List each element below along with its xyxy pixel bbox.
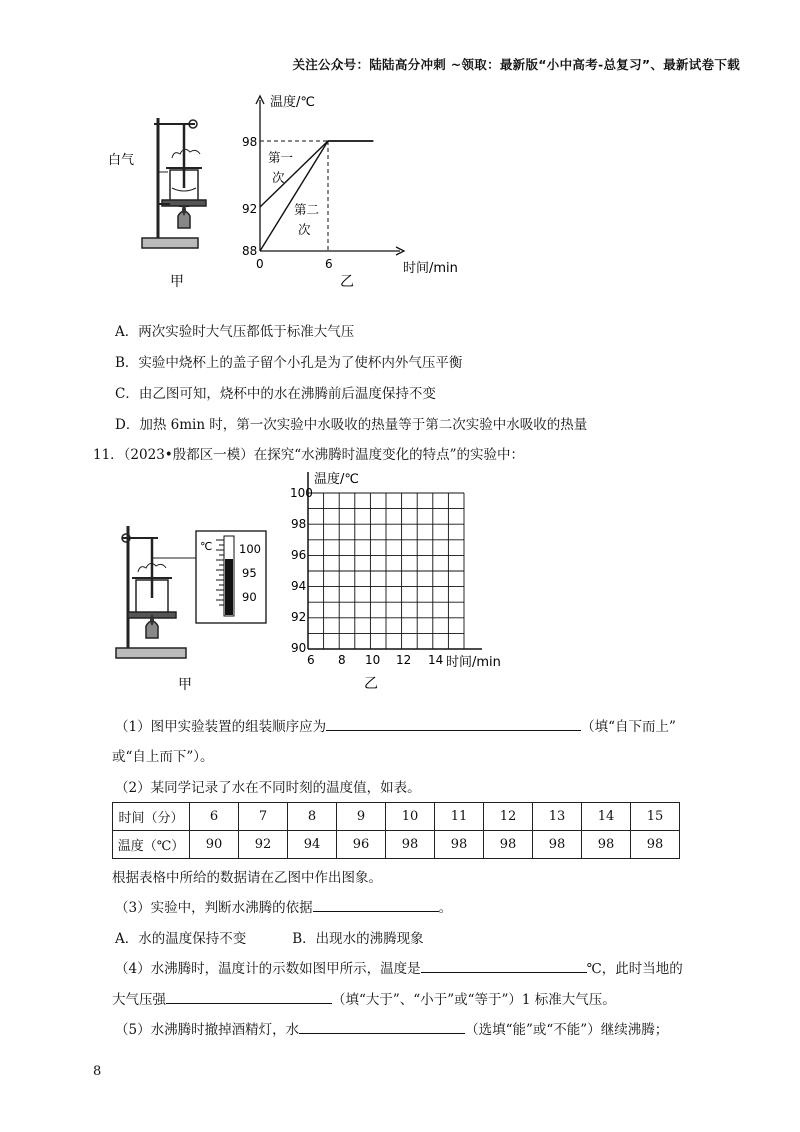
q10-option-a: A．两次实验时大气压都低于标准大气压 — [115, 324, 355, 340]
table-cell: 13 — [533, 803, 582, 831]
grid-ytick-92: 92 — [291, 610, 307, 624]
table-row — [113, 803, 680, 831]
table-cell: 9 — [337, 803, 386, 831]
table-cell: 90 — [190, 831, 239, 859]
table-row — [113, 831, 680, 859]
steam-label: 白气 — [108, 153, 135, 168]
thermometer-100: 100 — [239, 542, 261, 556]
q11-part4-text: （4）水沸腾时，温度计的示数如图甲所示，温度是 — [115, 961, 421, 977]
thermometer-unit: ℃ — [200, 540, 213, 553]
thermometer-liquid — [225, 559, 233, 615]
q11-part4-text-2: ℃，此时当地的 — [586, 961, 683, 977]
thermometer-95: 95 — [242, 566, 257, 580]
grid-xtick-12: 12 — [396, 653, 412, 667]
q11-grid-yaxis-label: 温度/℃ — [314, 472, 359, 487]
q11-figures — [108, 466, 548, 701]
q11-part1-cont: 或“自上而下”）。 — [112, 749, 214, 765]
q11-part4 — [115, 957, 683, 977]
second-trial-label: 第二 — [294, 202, 320, 217]
q11-apparatus-drawing — [116, 526, 196, 658]
q11-intro: 11．（2023•殷都区一模）在探究“水沸腾时温度变化的特点”的实验中： — [93, 447, 525, 463]
grid-ytick-98: 98 — [291, 517, 307, 531]
q10-option-b: B．实验中烧杯上的盖子留个小孔是为了使杯内外气压平衡 — [115, 355, 463, 371]
table-cell: 98 — [533, 831, 582, 859]
q11-part3-text: （3）实验中，判断水沸腾的依据 — [115, 900, 313, 916]
first-trial-label-2: 次 — [272, 170, 285, 185]
q11-part1-hint: （填“自下而上” — [581, 719, 676, 735]
q10-xaxis-label: 时间/min — [403, 261, 458, 276]
q10-ytick-92: 92 — [242, 202, 258, 216]
q11-part4-text-3: 大气压强 — [112, 992, 166, 1008]
page-header: 关注公众号：陆陆高分冲刺 ~领取：最新版“小中高考-总复习”、最新试卷下载 — [292, 57, 740, 72]
table-cell: 6 — [190, 803, 239, 831]
q10-yi-label: 乙 — [340, 274, 354, 290]
q11-part4-blank-temp[interactable] — [421, 958, 587, 973]
q11-part3-end: 。 — [438, 900, 453, 916]
page-number: 8 — [93, 1064, 102, 1079]
q10-figures — [100, 88, 500, 298]
second-trial-label-2: 次 — [298, 222, 311, 237]
grid-xtick-14: 14 — [428, 653, 444, 667]
table-cell: 10 — [386, 803, 435, 831]
table-cell: 8 — [288, 803, 337, 831]
table-header-temp: 温度（℃） — [113, 831, 190, 859]
q10-ytick-98: 98 — [242, 135, 258, 149]
table-cell: 96 — [337, 831, 386, 859]
grid-xtick-10: 10 — [365, 653, 381, 667]
table-cell: 92 — [239, 831, 288, 859]
q11-part5-blank[interactable] — [299, 1019, 465, 1034]
q11-part5-text-2: （选填“能”或“不能”）继续沸腾； — [465, 1022, 669, 1038]
q11-part3-option-a: A．水的温度保持不变 — [115, 931, 247, 947]
data-table — [112, 802, 680, 859]
q10-apparatus-drawing — [142, 118, 206, 248]
q10-ytick-88: 88 — [242, 244, 258, 258]
q10-jia-label: 甲 — [170, 274, 184, 290]
table-cell: 14 — [582, 803, 631, 831]
table-cell: 98 — [631, 831, 680, 859]
q11-after-table: 根据表格中所给的数据请在乙图中作出图象。 — [112, 870, 382, 886]
q11-part4-cont — [112, 988, 616, 1008]
q11-part4-blank-pressure[interactable] — [166, 989, 332, 1004]
q11-part5 — [115, 1018, 668, 1038]
q10-option-d: D．加热 6min 时，第一次实验中水吸收的热量等于第二次实验中水吸收的热量 — [115, 417, 588, 433]
grid-ytick-94: 94 — [291, 579, 307, 593]
q11-part3-option-b: B．出现水的沸腾现象 — [292, 931, 424, 947]
q10-yaxis-label: 温度/℃ — [270, 95, 315, 110]
q11-part2: （2）某同学记录了水在不同时刻的温度值，如表。 — [115, 780, 421, 796]
thermometer-90: 90 — [242, 590, 257, 604]
q11-grid-xaxis-label: 时间/min — [446, 655, 501, 670]
table-cell: 94 — [288, 831, 337, 859]
table-cell: 11 — [435, 803, 484, 831]
q11-yi-label: 乙 — [364, 676, 378, 692]
q11-grid — [308, 472, 482, 649]
table-cell: 15 — [631, 803, 680, 831]
q11-part1 — [115, 715, 676, 735]
q10-xtick-0: 0 — [256, 257, 264, 271]
q11-part5-text: （5）水沸腾时撤掉酒精灯，水 — [115, 1022, 300, 1038]
grid-ytick-90: 90 — [291, 641, 307, 655]
table-cell: 98 — [582, 831, 631, 859]
q10-xtick-6: 6 — [325, 257, 333, 271]
q11-part3-options — [115, 927, 424, 947]
table-header-time: 时间（分） — [113, 803, 190, 831]
table-cell: 12 — [484, 803, 533, 831]
q10-option-c: C．由乙图可知，烧杯中的水在沸腾前后温度保持不变 — [115, 386, 436, 402]
grid-xtick-6: 6 — [307, 653, 315, 667]
grid-xtick-8: 8 — [338, 653, 346, 667]
grid-ytick-96: 96 — [291, 548, 307, 562]
q11-part1-text: （1）图甲实验装置的组装顺序应为 — [115, 719, 327, 735]
grid-ytick-100: 100 — [290, 486, 313, 500]
table-cell: 7 — [239, 803, 288, 831]
q11-part3-blank[interactable] — [313, 897, 439, 912]
table-cell: 98 — [435, 831, 484, 859]
q11-part1-blank[interactable] — [326, 716, 581, 731]
q11-part3 — [115, 896, 452, 916]
table-cell: 98 — [484, 831, 533, 859]
q11-part4-text-4: （填“大于”、“小于”或“等于”）1 标准大气压。 — [332, 992, 616, 1008]
q11-jia-label: 甲 — [178, 677, 192, 693]
table-cell: 98 — [386, 831, 435, 859]
first-trial-label: 第一 — [268, 150, 294, 165]
